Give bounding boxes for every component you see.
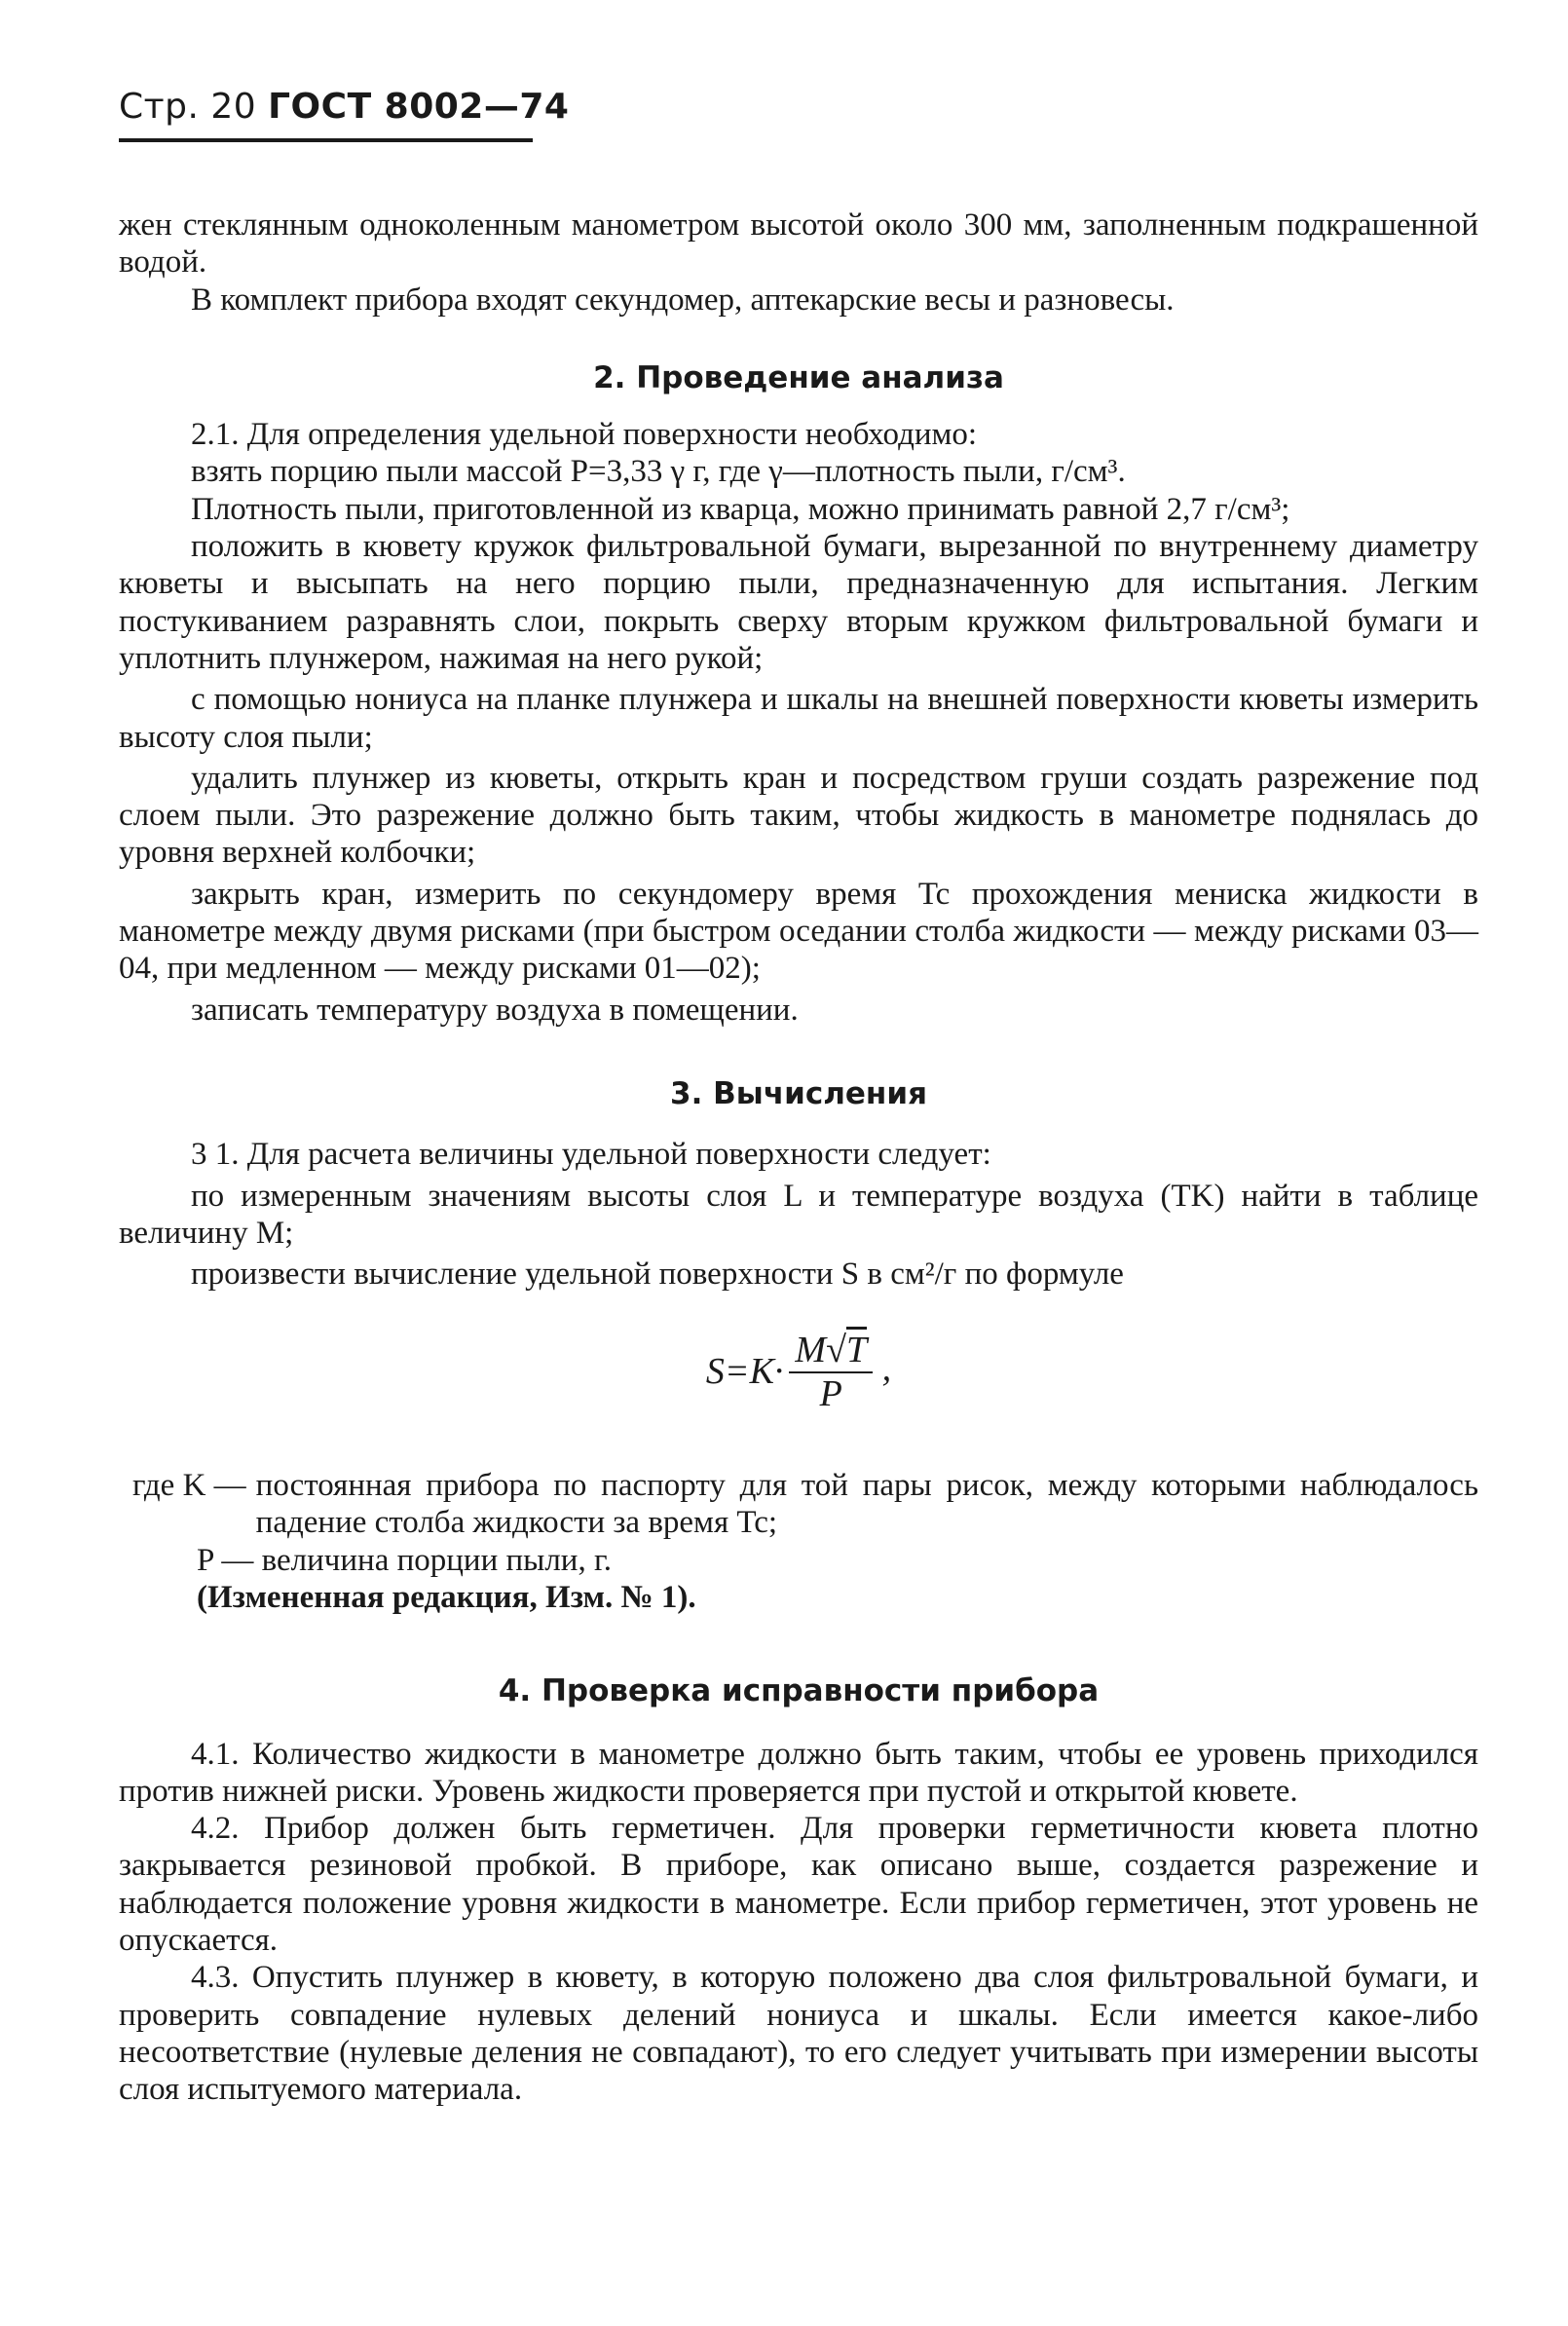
formula-fraction	[789, 1332, 873, 1412]
where-k-term: где K —	[132, 1468, 246, 1504]
section-3-paragraph-3: произвести вычисление удельной поверхности S в см²/г по формуле	[191, 1257, 1124, 1293]
formula-numerator	[789, 1332, 873, 1372]
page-number: Стр. 20	[119, 87, 257, 127]
section-2-paragraph-8: записать температуру воздуха в помещении.	[191, 992, 799, 1028]
section-3-paragraph-1: 3 1. Для расчета величины удельной поверхности следует:	[191, 1137, 991, 1173]
where-k-description: постоянная прибора по паспорту для той пары рисок, между которыми наблюдалось падение столба жидкости за время Tc;	[255, 1468, 1478, 1541]
standard-number: ГОСТ 8002—74	[268, 87, 570, 127]
formula-trailing-comma: ,	[881, 1348, 892, 1390]
page-header	[119, 82, 1478, 132]
section-3-heading: 3. Вычисления	[670, 1075, 927, 1111]
section-2-heading: 2. Проведение анализа	[593, 359, 1004, 395]
formula-lhs: S=K·	[705, 1351, 784, 1393]
section-4-paragraph-3: 4.3. Опустить плунжер в кювету, в которую положено два слоя фильтровальной бумаги, и проверить совпадение нулевых делений нониуса и шкалы. Если имеется какое-либо несоответствие (нулевые деления не совпадают), то его следует учитывать при измерении высоты слоя испытуемого материала.	[119, 1960, 1478, 2108]
section-4-paragraph-2: 4.2. Прибор должен быть герметичен. Для проверки герметичности кювета плотно закрывается резиновой пробкой. В приборе, как описано выше, создается разрежение и наблюдается положение уровня жидкости в манометре. Если прибор герметичен, этот уровень не опускается.	[119, 1811, 1478, 1958]
amendment-note: (Измененная редакция, Изм. № 1).	[197, 1579, 696, 1615]
section-4-paragraph-1: 4.1. Количество жидкости в манометре должно быть таким, чтобы ее уровень приходился против нижней риски. Уровень жидкости проверяется при пустой и открытой кювете.	[119, 1736, 1478, 1809]
section-2-paragraph-3: Плотность пыли, приготовленной из кварца, можно принимать равной 2,7 г/см³;	[191, 491, 1290, 527]
formula-numerator-m: M	[795, 1330, 827, 1371]
section-2-paragraph-2: взять порцию пыли массой P=3,33 γ г, где γ—плотность пыли, г/см³.	[191, 454, 1126, 490]
document-body	[119, 206, 1478, 2108]
formula-root-sign: √	[826, 1330, 846, 1371]
specific-surface-formula	[119, 1332, 1478, 1412]
document-page	[119, 82, 1478, 2108]
section-2-paragraph-5: с помощью нониуса на планке плунжера и шкалы на внешней поверхности кюветы измерить высоту слоя пыли;	[119, 682, 1478, 755]
section-3-paragraph-2: по измеренным значениям высоты слоя L и температуре воздуха (TK) найти в таблице величину M;	[119, 1178, 1478, 1251]
section-2-paragraph-4: положить в кювету кружок фильтровальной бумаги, вырезанной по внутреннему диаметру кюветы и высыпать на него порцию пыли, предназначенную для испытания. Легким постукиванием разравнять слои, покрыть сверху вторым кружком фильтровальной бумаги и уплотнить плунжером, нажимая на него рукой;	[119, 529, 1478, 676]
section-2-paragraph-6: удалить плунжер из кюветы, открыть кран и посредством груши создать разрежение под слоем пыли. Это разрежение должно быть таким, чтобы жидкость в манометре поднялась до уровня верхней колбочки;	[119, 760, 1478, 871]
section-4-heading: 4. Проверка исправности прибора	[498, 1673, 1100, 1709]
section-2-paragraph-7: закрыть кран, измерить по секундомеру время Tc прохождения мениска жидкости в манометре между двумя рисками (при быстром оседании столба жидкости — между рисками 03—04, при медленном — между рисками 01—02);	[119, 876, 1478, 987]
header-rule	[119, 138, 533, 142]
formula-numerator-t: T	[845, 1330, 868, 1371]
formula-denominator: P	[819, 1372, 842, 1414]
intro-paragraph-2: В комплект прибора входят секундомер, аптекарские весы и разновесы.	[191, 281, 1175, 318]
section-2-paragraph-1: 2.1. Для определения удельной поверхности необходимо:	[191, 417, 978, 453]
where-p-definition: P — величина порции пыли, г.	[197, 1542, 613, 1578]
where-k-definition	[119, 1467, 1478, 1542]
intro-paragraph-1: жен стеклянным одноколенным манометром высотой около 300 мм, заполненным подкрашенной водой.	[119, 207, 1478, 281]
